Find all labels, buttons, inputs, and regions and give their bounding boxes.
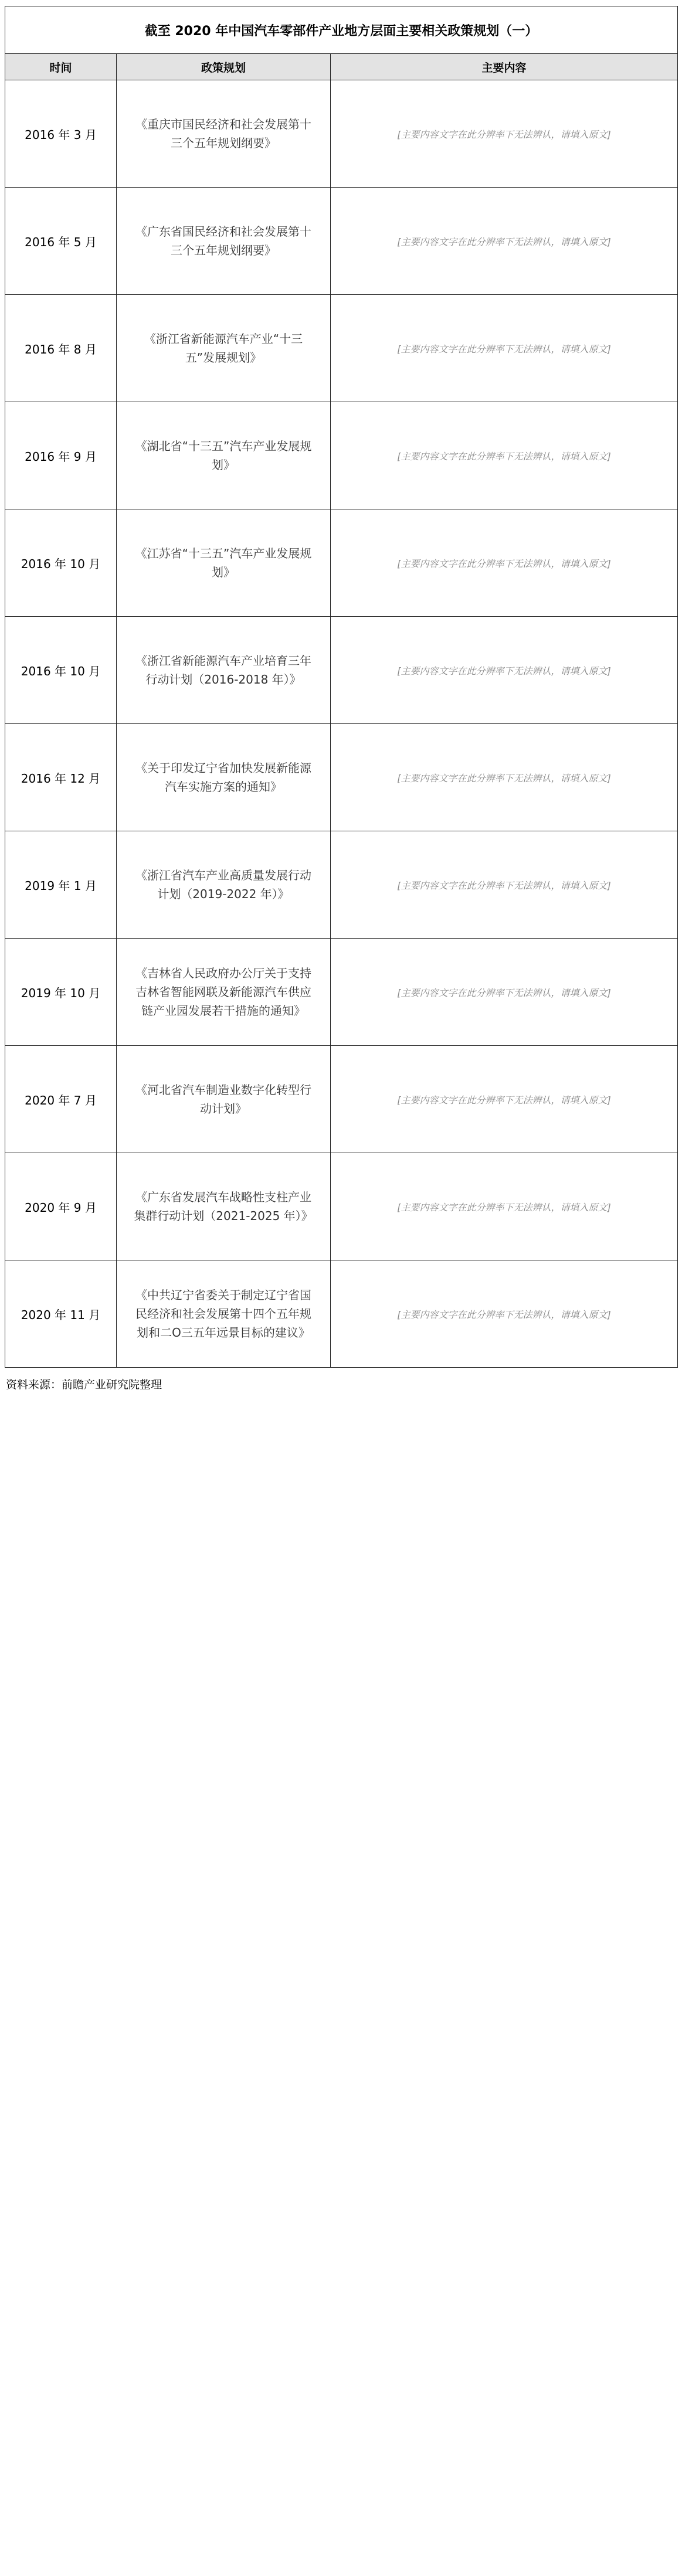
policy-cell: 《浙江省汽车产业高质量发展行动计划（2019-2022 年）》 — [117, 831, 331, 939]
content-cell: [主要内容文字在此分辨率下无法辨认，请填入原文] — [331, 295, 678, 402]
table-row — [5, 1153, 678, 1260]
header-time: 时间 — [5, 54, 117, 80]
table-row — [5, 724, 678, 831]
content-cell: [主要内容文字在此分辨率下无法辨认，请填入原文] — [331, 617, 678, 724]
date-cell: 2019 年 1 月 — [5, 831, 117, 939]
policy-table — [5, 6, 678, 1368]
policy-cell: 《广东省发展汽车战略性支柱产业集群行动计划（2021-2025 年）》 — [117, 1153, 331, 1260]
policy-cell: 《河北省汽车制造业数字化转型行动计划》 — [117, 1046, 331, 1153]
content-cell: [主要内容文字在此分辨率下无法辨认，请填入原文] — [331, 402, 678, 509]
policy-cell: 《浙江省新能源汽车产业“十三五”发展规划》 — [117, 295, 331, 402]
policy-cell: 《湖北省“十三五”汽车产业发展规划》 — [117, 402, 331, 509]
date-cell: 2020 年 7 月 — [5, 1046, 117, 1153]
date-cell: 2020 年 9 月 — [5, 1153, 117, 1260]
policy-rows — [5, 80, 678, 1368]
table-row — [5, 831, 678, 939]
date-cell: 2016 年 12 月 — [5, 724, 117, 831]
content-cell: [主要内容文字在此分辨率下无法辨认，请填入原文] — [331, 724, 678, 831]
table-row — [5, 1260, 678, 1368]
content-cell: [主要内容文字在此分辨率下无法辨认，请填入原文] — [331, 188, 678, 295]
date-cell: 2016 年 9 月 — [5, 402, 117, 509]
content-cell: [主要内容文字在此分辨率下无法辨认，请填入原文] — [331, 80, 678, 188]
content-cell: [主要内容文字在此分辨率下无法辨认，请填入原文] — [331, 509, 678, 617]
table-row — [5, 509, 678, 617]
date-cell: 2020 年 11 月 — [5, 1260, 117, 1368]
table-row — [5, 295, 678, 402]
policy-cell: 《浙江省新能源汽车产业培育三年行动计划（2016-2018 年）》 — [117, 617, 331, 724]
date-cell: 2016 年 8 月 — [5, 295, 117, 402]
policy-cell: 《关于印发辽宁省加快发展新能源汽车实施方案的通知》 — [117, 724, 331, 831]
table-row — [5, 402, 678, 509]
table-row — [5, 80, 678, 188]
date-cell: 2016 年 10 月 — [5, 617, 117, 724]
header-policy: 政策规划 — [117, 54, 331, 80]
date-cell: 2016 年 3 月 — [5, 80, 117, 188]
source-note: 资料来源：前瞻产业研究院整理 — [6, 1378, 162, 1391]
content-cell: [主要内容文字在此分辨率下无法辨认，请填入原文] — [331, 1153, 678, 1260]
table-row — [5, 1046, 678, 1153]
policy-cell: 《江苏省“十三五”汽车产业发展规划》 — [117, 509, 331, 617]
date-cell: 2019 年 10 月 — [5, 939, 117, 1046]
table-row — [5, 939, 678, 1046]
date-cell: 2016 年 5 月 — [5, 188, 117, 295]
content-cell: [主要内容文字在此分辨率下无法辨认，请填入原文] — [331, 1046, 678, 1153]
date-cell: 2016 年 10 月 — [5, 509, 117, 617]
table-row — [5, 188, 678, 295]
table-title: 截至 2020 年中国汽车零部件产业地方层面主要相关政策规划（一） — [5, 6, 678, 54]
policy-cell: 《重庆市国民经济和社会发展第十三个五年规划纲要》 — [117, 80, 331, 188]
header-content: 主要内容 — [331, 54, 678, 80]
policy-cell: 《广东省国民经济和社会发展第十三个五年规划纲要》 — [117, 188, 331, 295]
content-cell: [主要内容文字在此分辨率下无法辨认，请填入原文] — [331, 939, 678, 1046]
content-cell: [主要内容文字在此分辨率下无法辨认，请填入原文] — [331, 1260, 678, 1368]
policy-cell: 《吉林省人民政府办公厅关于支持吉林省智能网联及新能源汽车供应链产业园发展若干措施的通知》 — [117, 939, 331, 1046]
table-row — [5, 617, 678, 724]
content-cell: [主要内容文字在此分辨率下无法辨认，请填入原文] — [331, 831, 678, 939]
policy-cell: 《中共辽宁省委关于制定辽宁省国民经济和社会发展第十四个五年规划和二O三五年远景目标的建议》 — [117, 1260, 331, 1368]
